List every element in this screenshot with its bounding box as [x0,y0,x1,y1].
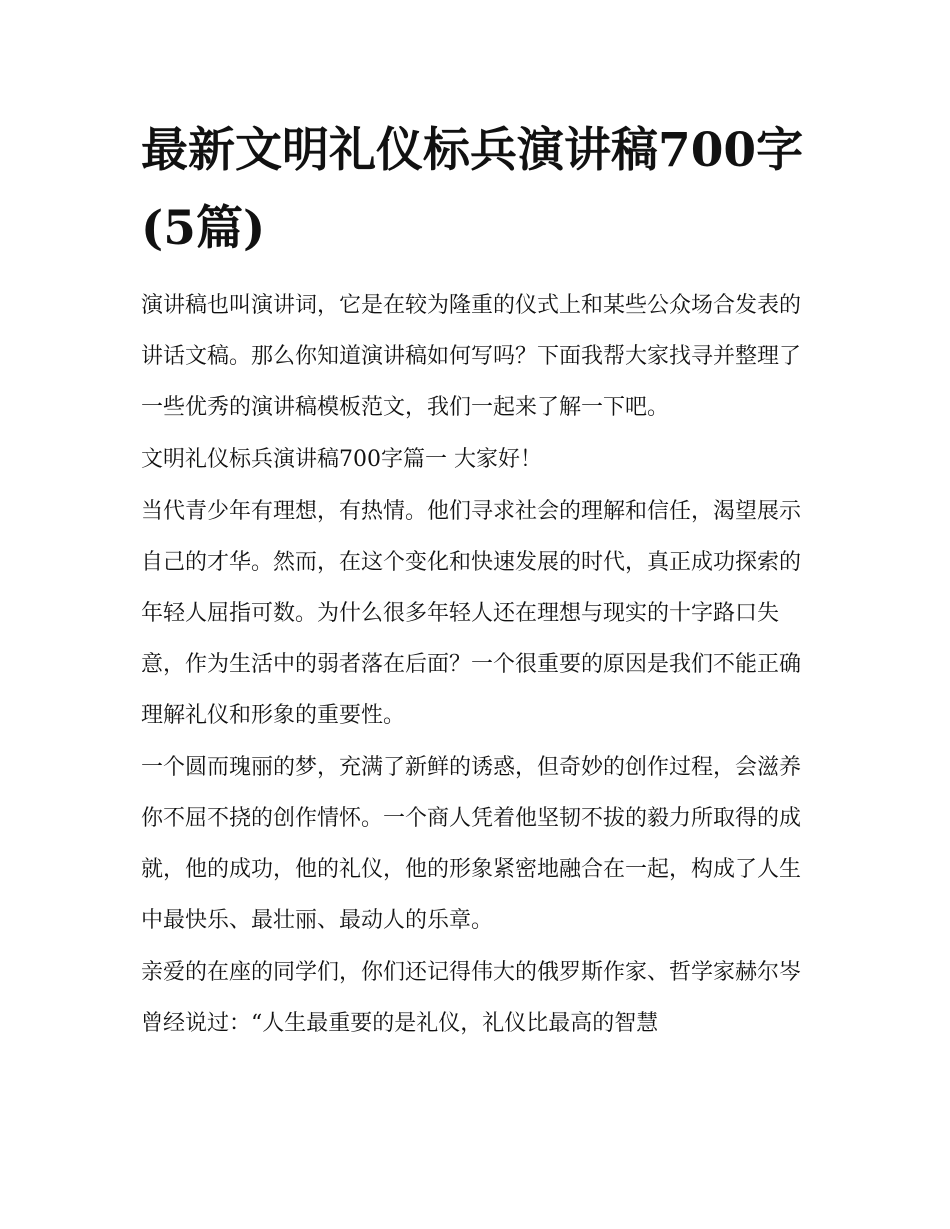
intro-paragraph: 演讲稿也叫演讲词，它是在较为隆重的仪式上和某些公众场合发表的讲话文稿。那么你知道演讲稿如何写吗？下面我帮大家找寻并整理了一些优秀的演讲稿模板范文，我们一起来了解一下吧。 [141,293,802,420]
body-paragraph: 亲爱的在座的同学们，你们还记得伟大的俄罗斯作家、哲学家赫尔岑曾经说过：“人生最重要的是礼仪，礼仪比最高的智慧 [141,960,802,1036]
section-heading: 文明礼仪标兵演讲稿700字篇一 大家好！ [141,447,542,472]
document-body [141,280,813,1049]
document-title: 最新文明礼仪标兵演讲稿700字(5篇) [141,123,804,256]
body-paragraph: 当代青少年有理想，有热情。他们寻求社会的理解和信任，渴望展示自己的才华。然而，在这个变化和快速发展的时代，真正成功探索的年轻人屈指可数。为什么很多年轻人还在理想与现实的十字路口失意，作为生活中的弱者落在后面？一个很重要的原因是我们不能正确理解礼仪和形象的重要性。 [141,499,802,728]
document-page [141,112,813,1050]
body-paragraph: 一个圆而瑰丽的梦，充满了新鲜的诱惑，但奇妙的创作过程，会滋养你不屈不挠的创作情怀。一个商人凭着他坚韧不拔的毅力所取得的成就，他的成功，他的礼仪，他的形象紧密地融合在一起，构成了人生中最快乐、最壮丽、最动人的乐章。 [141,755,802,933]
